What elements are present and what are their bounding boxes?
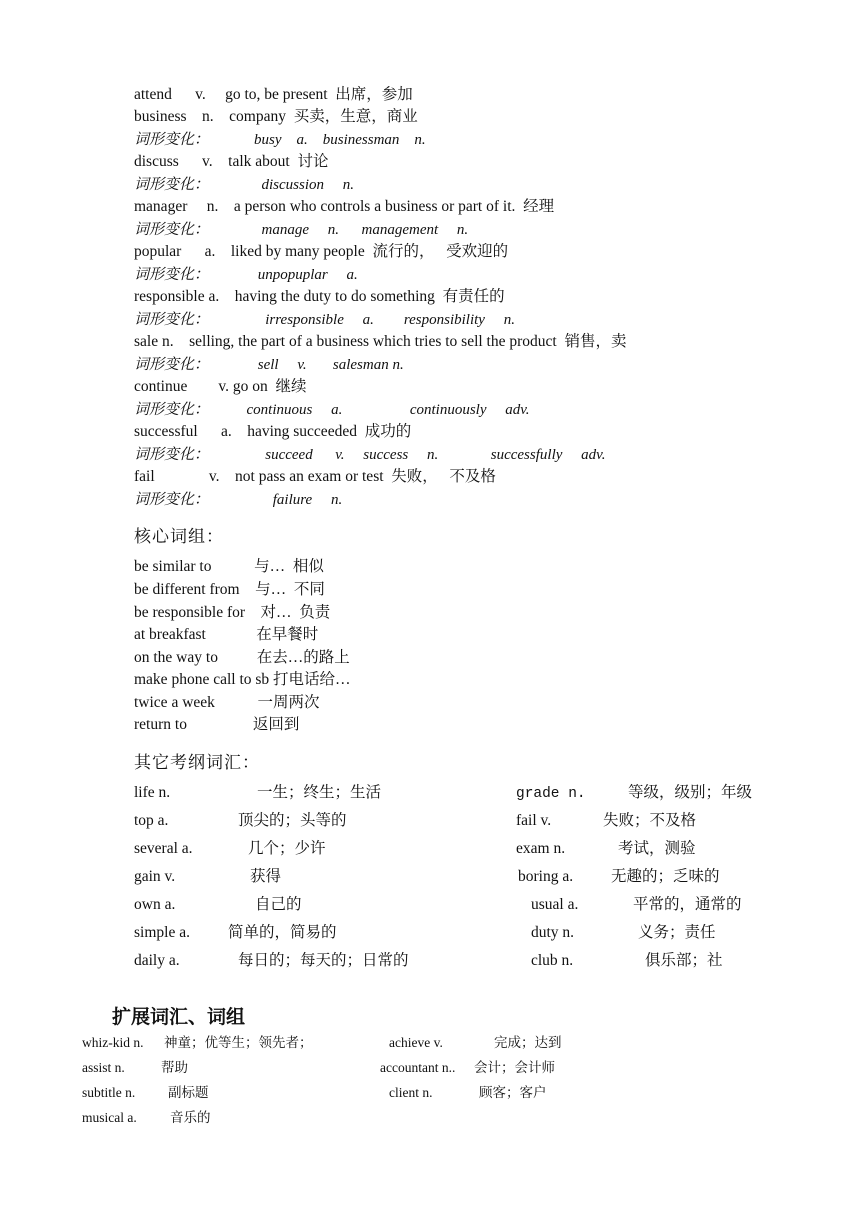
word-form-line: 词形变化： discussion n. — [134, 177, 355, 193]
other-meaning: 一生；终生；生活 — [257, 784, 382, 801]
other-word: top a. — [134, 812, 169, 829]
vocab-line: business n. company 买卖，生意，商业 — [134, 108, 418, 125]
vocab-line: sale n. selling, the part of a business which tries to sell the product 销售，卖 — [134, 333, 627, 350]
ext-word: client n. — [389, 1085, 433, 1100]
phrase-item: make phone call to sb 打电话给… — [134, 671, 351, 688]
ext-word: accountant n.. — [380, 1060, 456, 1075]
other-meaning: 失败；不及格 — [603, 812, 697, 829]
other-meaning: 考试，测验 — [618, 840, 696, 857]
vocab-line: attend v. go to, be present 出席，参加 — [134, 86, 413, 103]
ext-word: achieve v. — [389, 1035, 443, 1050]
other-word: grade n. — [516, 786, 586, 802]
vocab-line: responsible a. having the duty to do something 有责任的 — [134, 288, 505, 305]
extended-vocab-heading: 扩展词汇、词组 — [112, 1006, 246, 1028]
ext-meaning: 完成；达到 — [494, 1035, 562, 1050]
other-word: life n. — [134, 784, 171, 801]
other-meaning: 义务；责任 — [638, 924, 716, 941]
word-form-line: 词形变化： failure n. — [134, 492, 343, 508]
ext-meaning: 音乐的 — [170, 1110, 211, 1125]
other-word: daily a. — [134, 952, 180, 969]
other-word: usual a. — [531, 896, 579, 913]
other-meaning: 简单的，简易的 — [228, 924, 337, 941]
ext-word: musical a. — [82, 1110, 137, 1125]
other-word: boring a. — [518, 868, 574, 885]
phrase-item: twice a week 一周两次 — [134, 694, 320, 711]
other-meaning: 顶尖的；头等的 — [238, 812, 347, 829]
other-meaning: 几个；少许 — [248, 840, 326, 857]
ext-word: assist n. — [82, 1060, 125, 1075]
word-form-line: 词形变化： irresponsible a. responsibility n. — [134, 312, 515, 328]
other-meaning: 每日的；每天的；日常的 — [238, 952, 409, 969]
other-meaning: 获得 — [250, 868, 282, 885]
phrase-item: on the way to 在去…的路上 — [134, 649, 350, 666]
vocab-line: discuss v. talk about 讨论 — [134, 153, 329, 170]
other-vocab-heading: 其它考纲词汇： — [134, 753, 260, 773]
other-meaning: 自己的 — [255, 896, 302, 913]
word-form-line: 词形变化： succeed v. success n. successfully adv. — [134, 447, 606, 463]
vocab-line: continue v. go on 继续 — [134, 378, 307, 395]
other-word: simple a. — [134, 924, 190, 941]
ext-word: subtitle n. — [82, 1085, 136, 1100]
vocab-line: manager n. a person who controls a business or part of it. 经理 — [134, 198, 555, 215]
ext-word: whiz-kid n. — [82, 1035, 144, 1050]
other-word: several a. — [134, 840, 193, 857]
phrase-item: be different from 与… 不同 — [134, 581, 325, 598]
other-word: duty n. — [531, 924, 575, 941]
other-meaning: 无趣的；乏味的 — [611, 868, 720, 885]
word-form-line: 词形变化： unpopuplar a. — [134, 267, 358, 283]
ext-meaning: 顾客；客户 — [479, 1085, 547, 1100]
phrase-item: be similar to 与… 相似 — [134, 558, 324, 575]
vocab-line: fail v. not pass an exam or test 失败， 不及格 — [134, 468, 496, 485]
other-word: gain v. — [134, 868, 176, 885]
phrase-item: be responsible for 对… 负责 — [134, 604, 331, 621]
word-form-line: 词形变化： manage n. management n. — [134, 222, 469, 238]
other-meaning: 平常的，通常的 — [633, 896, 742, 913]
core-phrases-heading: 核心词组： — [134, 527, 224, 547]
other-word: club n. — [531, 952, 574, 969]
ext-meaning: 帮助 — [161, 1060, 188, 1075]
vocab-line: popular a. liked by many people 流行的， 受欢迎的 — [134, 243, 509, 260]
word-form-line: 词形变化： sell v. salesman n. — [134, 357, 404, 373]
phrase-item: at breakfast 在早餐时 — [134, 626, 319, 643]
word-form-line: 词形变化： continuous a. continuously adv. — [134, 402, 530, 418]
other-word: fail v. — [516, 812, 552, 829]
other-word: exam n. — [516, 840, 566, 857]
ext-meaning: 副标题 — [168, 1085, 209, 1100]
vocab-line: successful a. having succeeded 成功的 — [134, 423, 412, 440]
phrase-item: return to 返回到 — [134, 716, 300, 733]
ext-meaning: 会计；会计师 — [474, 1060, 555, 1075]
word-form-line: 词形变化： busy a. businessman n. — [134, 132, 426, 148]
other-word: own a. — [134, 896, 176, 913]
ext-meaning: 神童；优等生；领先者； — [164, 1035, 313, 1050]
other-meaning: 俱乐部；社 — [645, 952, 723, 969]
other-meaning: 等级，级别；年级 — [628, 784, 753, 801]
